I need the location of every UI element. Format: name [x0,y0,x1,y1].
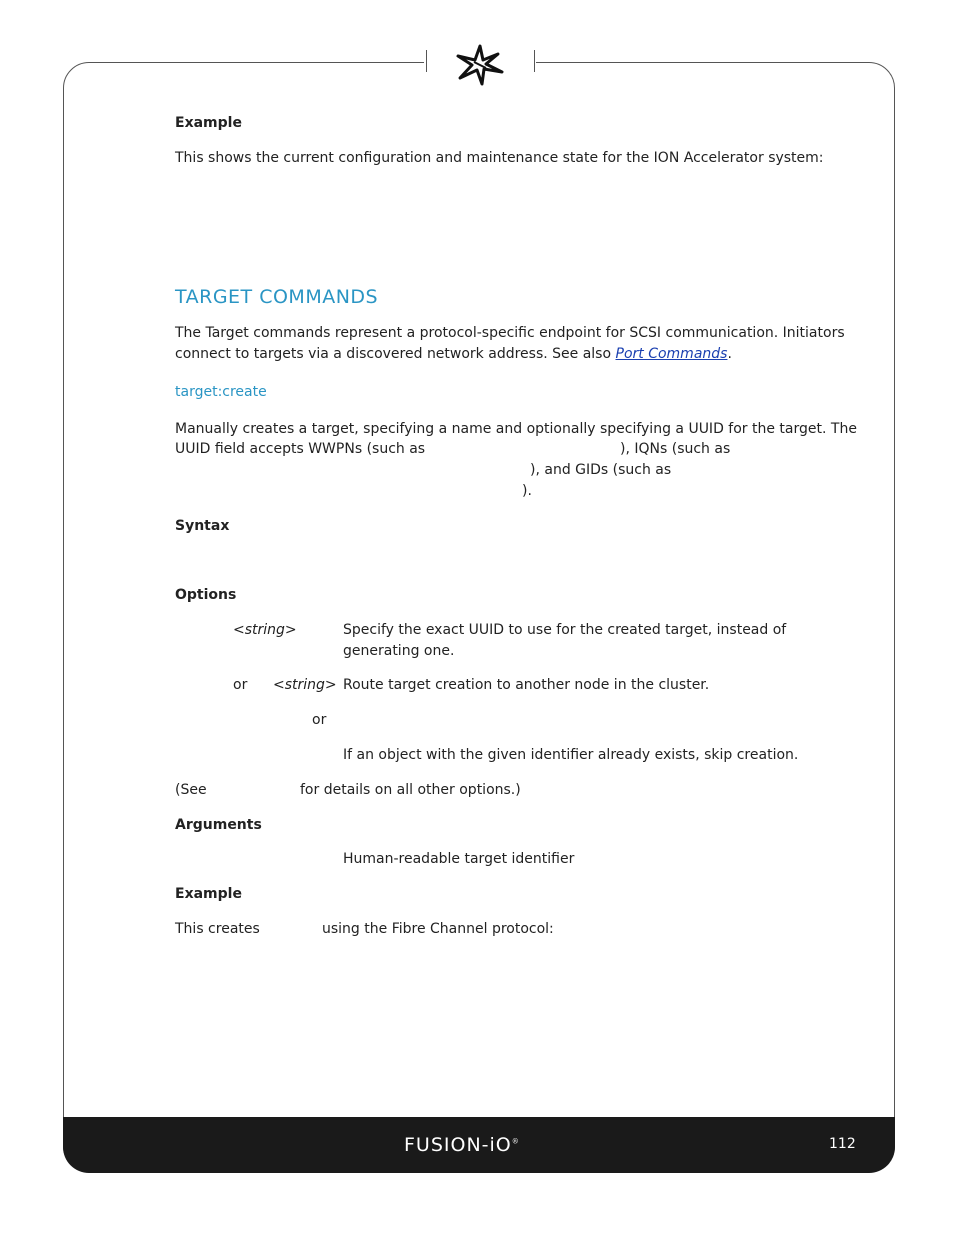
fusion-io-logo [404,1134,520,1156]
registered-mark: ® [511,1137,520,1146]
argument-1-desc: Human-readable target identifier [343,851,575,867]
header-divider-left [426,50,427,72]
option-2-arg-text: <string> [273,677,337,693]
desc-line-2a: UUID field accepts WWPNs (such as [175,441,426,457]
example-2-text-pre: This creates [175,921,260,937]
example-2-heading: Example [175,886,242,902]
desc-line-1: Manually creates a target, specifying a name and optionally specifying a UUID for the target. The [175,421,857,437]
subsection-title: target:create [175,384,267,400]
section-title: TARGET COMMANDS [175,286,379,308]
desc-line-3: ), and GIDs (such as [530,462,672,478]
intro-text: connect to targets via a discovered network address. See also [175,346,616,362]
option-2-arg [273,675,337,696]
star-logo-icon [452,42,508,86]
port-commands-link[interactable]: Port Commands [615,346,728,362]
see-pre: (See [175,782,207,798]
example-heading: Example [175,115,242,131]
arguments-heading: Arguments [175,817,262,833]
intro-line-2 [175,344,732,365]
brand-text: FUSION-iO [404,1134,512,1156]
see-post: for details on all other options.) [300,782,521,798]
example-text: This shows the current configuration and maintenance state for the ION Accelerator system: [175,150,824,166]
option-1-arg [233,620,297,641]
option-3-or: or [312,712,327,728]
option-4-desc: If an object with the given identifier already exists, skip creation. [343,747,799,763]
intro-line-1: The Target commands represent a protocol-specific endpoint for SCSI communication. Initiators [175,325,845,341]
option-2-or: or [233,677,248,693]
page-frame [63,62,895,1172]
example-2-text-post: using the Fibre Channel protocol: [322,921,554,937]
desc-line-2b: ), IQNs (such as [620,441,731,457]
options-heading: Options [175,587,237,603]
desc-line-4: ). [522,483,532,499]
syntax-heading: Syntax [175,518,230,534]
option-1-arg-text: <string> [233,622,297,638]
option-2-desc: Route target creation to another node in the cluster. [343,677,710,693]
option-1-desc-1: Specify the exact UUID to use for the created target, instead of [343,622,787,638]
option-1-desc-2: generating one. [343,643,455,659]
header-divider-right [534,50,535,72]
page-number: 112 [829,1136,856,1152]
intro-period: . [727,346,732,362]
